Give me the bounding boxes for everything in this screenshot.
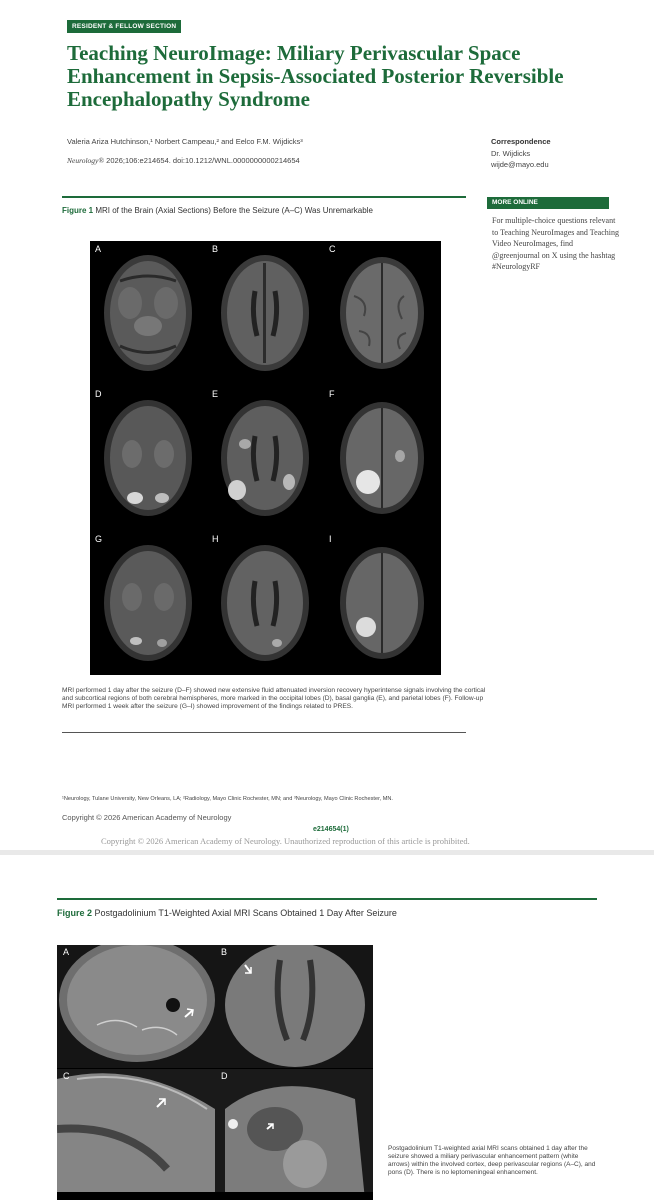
article-title: Teaching NeuroImage: Miliary Perivascular Space Enhancement in Sepsis-Associated Posterior Reversible Encephalopathy Syndrome (67, 41, 564, 111)
panel2-label-d: D (221, 1071, 228, 1081)
author-list: Valeria Ariza Hutchinson,¹ Norbert Campeau,² and Eelco F.M. Wijdicks³ (67, 137, 303, 146)
panel2-label-c: C (63, 1071, 70, 1081)
figure1-image-grid (90, 241, 441, 675)
mri-panel-a (90, 241, 207, 385)
mri2-panel-b (215, 945, 373, 1068)
t1-image-a (57, 945, 215, 1068)
section-badge: RESIDENT & FELLOW SECTION (67, 20, 181, 33)
panel2-label-a: A (63, 947, 70, 957)
correspondence-name: Dr. Wijdicks (491, 149, 531, 158)
panel-label-d: D (95, 389, 102, 399)
panel2-label-b: B (221, 947, 228, 957)
panel-label-f: F (329, 389, 335, 399)
brain-image-i (324, 531, 441, 675)
brain-image-h (207, 531, 324, 675)
mri2-panel-c (57, 1069, 215, 1192)
figure1-description: MRI performed 1 day after the seizure (D–F) showed new extensive fluid attenuated inversion recovery hyperintense signals involving the cortical and subcortical regions of both cerebral hemispheres, more marked in the occipital lobes (D), basal ganglia (E), and parietal lobes (F). Follow-up MRI performed 1 week after the seizure (G–I) showed improvement of the findings related to PRES. (62, 687, 486, 710)
brain-image-b (207, 241, 324, 385)
mri-panel-e (207, 386, 324, 530)
brain-image-g (90, 531, 207, 675)
correspondence-email[interactable]: wijde@mayo.edu (491, 160, 549, 169)
t1-image-c (57, 1069, 215, 1192)
copyright-line: Copyright © 2026 American Academy of Neurology (62, 813, 232, 822)
panel-label-e: E (212, 389, 219, 399)
page-number: e214654(1) (313, 826, 349, 833)
figure1-label: Figure 1 (62, 206, 94, 215)
brain-image-d (90, 386, 207, 530)
panel-label-c: C (329, 244, 336, 254)
mri-panel-d (90, 386, 207, 530)
brain-image-f (324, 386, 441, 530)
figure1-bottom-rule (62, 732, 466, 733)
mri2-panel-d (215, 1069, 373, 1192)
panel-label-b: B (212, 244, 219, 254)
figure2-image-grid (57, 945, 373, 1200)
mri-panel-i (324, 531, 441, 675)
figure2-caption (57, 908, 397, 918)
figure1-caption (62, 206, 373, 215)
t1-image-d (215, 1069, 373, 1192)
correspondence-heading: Correspondence (491, 137, 551, 146)
figure2-label: Figure 2 (57, 908, 93, 918)
mri-panel-g (90, 531, 207, 675)
figure2-description: Postgadolinium T1-weighted axial MRI scans obtained 1 day after the seizure showed a miliary perivascular enhancement pattern (white arrows) within the involved cortex, deep perivascular regions (A–C), and pons (D). There is no leptomeningeal enhancement. (388, 1145, 596, 1176)
affiliations-footnote: ¹Neurology, Tulane University, New Orleans, LA; ²Radiology, Mayo Clinic Rochester, MN; and ³Neurology, Mayo Clinic Rochester, MN. (62, 796, 393, 802)
citation-details: 2026;106:e214654. doi:10.1212/WNL.0000000000214654 (104, 156, 300, 165)
figure1-top-rule (62, 196, 466, 198)
panel-label-a: A (95, 244, 102, 254)
journal-name: Neurology® (67, 156, 105, 165)
figure2-caption-text: Postgadolinium T1-Weighted Axial MRI Scans Obtained 1 Day After Seizure (92, 908, 397, 918)
t1-image-b (215, 945, 373, 1068)
brain-image-c (324, 241, 441, 385)
citation-line (67, 156, 300, 165)
mri-panel-f (324, 386, 441, 530)
mri2-panel-a (57, 945, 215, 1068)
panel-label-g: G (95, 534, 103, 544)
panel-label-i: I (329, 534, 332, 544)
more-online-text: For multiple-choice questions relevant to Teaching NeuroImages and Teaching Video NeuroImages, find @greenjournal on X using the hashtag #NeurologyRF (492, 216, 619, 271)
reproduction-notice: Copyright © 2026 American Academy of Neurology. Unauthorized reproduction of this article is prohibited. (101, 836, 470, 846)
brain-image-e (207, 386, 324, 530)
figure2-top-rule (57, 898, 597, 900)
mri-panel-h (207, 531, 324, 675)
brain-image-a (90, 241, 207, 385)
mri-panel-b (207, 241, 324, 385)
panel-label-h: H (212, 534, 219, 544)
more-online-badge: MORE ONLINE (487, 197, 609, 209)
figure1-caption-text: MRI of the Brain (Axial Sections) Before the Seizure (A–C) Was Unremarkable (93, 206, 373, 215)
mri-panel-c (324, 241, 441, 385)
